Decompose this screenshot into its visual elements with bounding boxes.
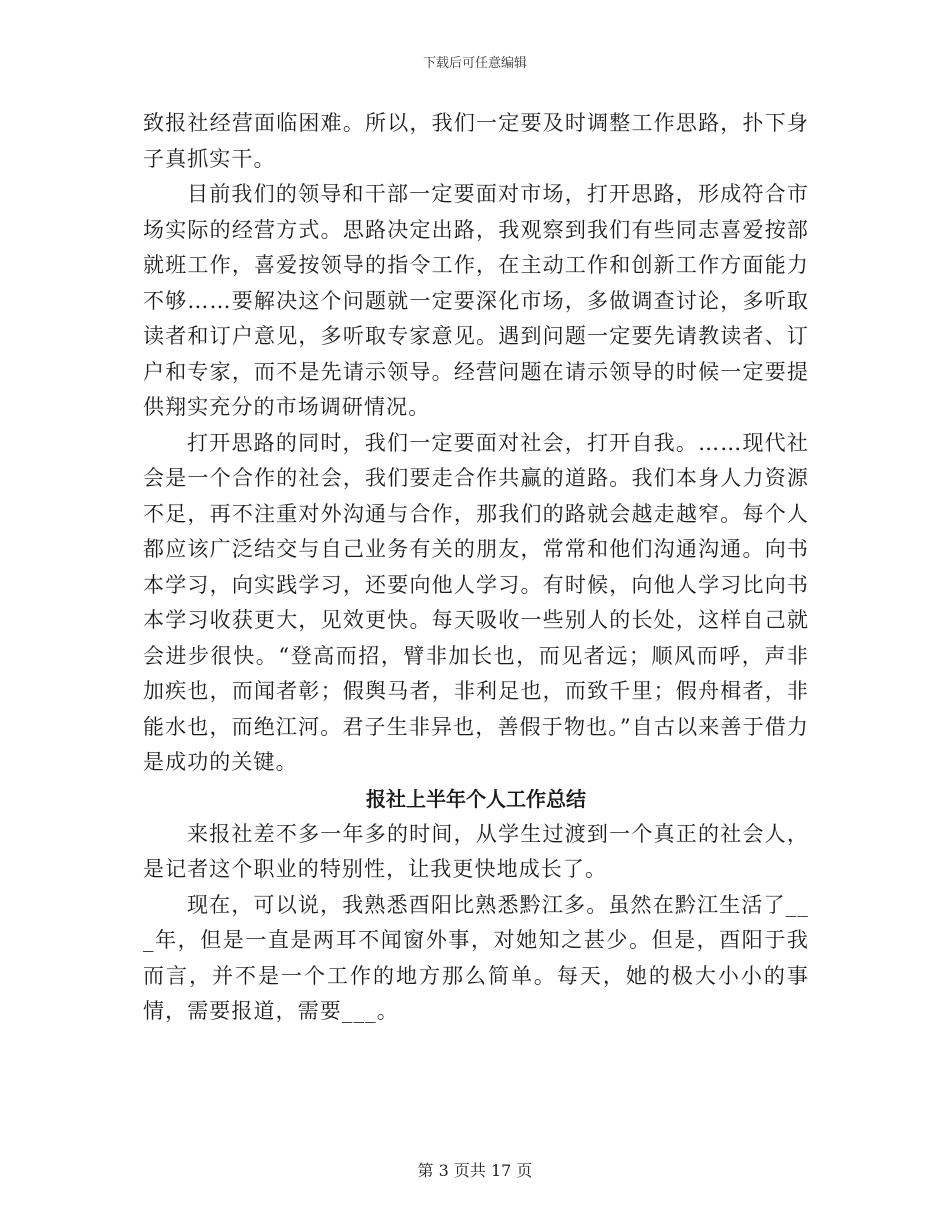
paragraph-1: 致报社经营面临困难。所以，我们一定要及时调整工作思路，扑下身子真抓实干。: [143, 111, 809, 171]
paragraph-5: 现在，可以说，我熟悉酉阳比熟悉黔江多。虽然在黔江生活了___年，但是一直是两耳不闻窗外事，对她知之甚少。但是，酉阳于我而言，并不是一个工作的地方那么简单。每天，她的极大小小的事情，需要报道，需要___。: [143, 892, 809, 1023]
paragraph-3: 打开思路的同时，我们一定要面对社会，打开自我。……现代社会是一个合作的社会，我们要走合作共赢的道路。我们本身人力资源不足，再不注重对外沟通与合作，那我们的路就会越走越窄。每个人都应该广泛结交与自己业务有关的朋友，常常和他们沟通沟通。向书本学习，向实践学习，还要向他人学习。有时候，向他人学习比向书本学习收获更大，见效更快。每天吸收一些别人的长处，这样自己就会进步很快。“登高而招，臂非加长也，而见者远；顺风而呼，声非加疾也，而闻者彰；假舆马者，非利足也，而致千里；假舟楫者，非能水也，而绝江河。君子生非异也，善假于物也。”自古以来善于借力是成功的关键。: [143, 430, 809, 774]
paragraph-2: 目前我们的领导和干部一定要面对市场，打开思路，形成符合市场实际的经营方式。思路决定出路，我观察到我们有些同志喜爱按部就班工作，喜爱按领导的指令工作，在主动工作和创新工作方面能力不够……要解决这个问题就一定要深化市场，多做调查讨论，多听取读者和订户意见，多听取专家意见。遇到问题一定要先请教读者、订户和专家，而不是先请示领导。经营问题在请示领导的时候一定要提供翔实充分的市场调研情况。: [143, 182, 809, 419]
page-header: 下载后可任意编辑: [422, 56, 527, 71]
page-footer: 第 3 页共 17 页: [417, 1161, 533, 1180]
section-heading: 报社上半年个人工作总结: [366, 786, 586, 811]
paragraph-4: 来报社差不多一年多的时间，从学生过渡到一个真正的社会人，是记者这个职业的特别性，让我更快地成长了。: [143, 821, 809, 881]
document-body: [143, 106, 809, 1030]
